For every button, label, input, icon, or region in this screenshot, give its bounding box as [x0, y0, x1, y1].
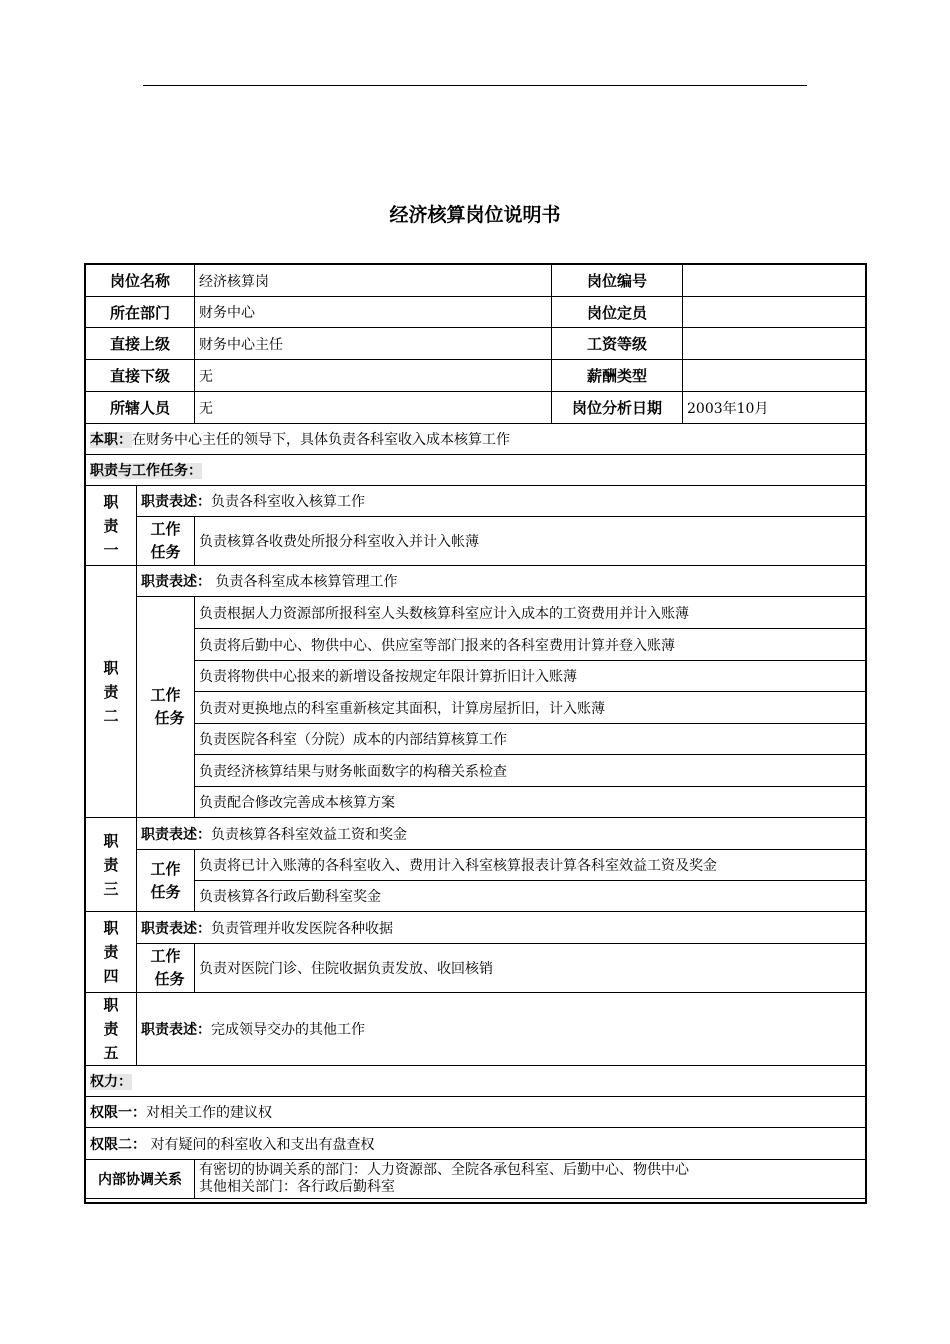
duty-2-task-5: 负责医院各科室（分院）成本的内部结算核算工作: [195, 724, 867, 755]
duty-2-task-4: 负责对更换地点的科室重新核定其面积，计算房屋折旧，计入账薄: [195, 692, 867, 724]
value-job-code: [683, 265, 867, 297]
duty-2-task-6: 负责经济核算结果与财务帐面数字的构稽关系检查: [195, 755, 867, 787]
label-staff: 所辖人员: [86, 392, 195, 424]
duty-1-label: 职 责 一: [86, 486, 137, 566]
duty-2-task-1: 负责根据人力资源部所报科室人头数核算科室应计入成本的工资费用并计入账薄: [195, 597, 867, 629]
value-job-name: 经济核算岗: [195, 265, 552, 297]
label-job-quota: 岗位定员: [552, 297, 683, 328]
duty-1-desc: 职责表述：负责各科室收入核算工作: [137, 486, 867, 517]
duty-2-task-2: 负责将后勤中心、物供中心、供应室等部门报来的各科室费用计算并登入账薄: [195, 629, 867, 661]
label-job-name: 岗位名称: [86, 265, 195, 297]
authority-2: 权限二： 对有疑问的科室收入和支出有盘查权: [86, 1128, 867, 1160]
duties-header-text: 职责与工作任务：: [90, 463, 202, 479]
value-pay-type: [683, 360, 867, 392]
label-analysis-date: 岗位分析日期: [552, 392, 683, 424]
value-department: 财务中心: [195, 297, 552, 328]
value-analysis-date: 2003年10月: [683, 392, 867, 424]
duty-2-desc: 职责表述： 负责各科室成本核算管理工作: [137, 566, 867, 597]
duty-3-task-label: 工作 任务: [137, 850, 195, 912]
label-department: 所在部门: [86, 297, 195, 328]
duties-header: [86, 455, 867, 486]
duty-1-task-label: 工作 任务: [137, 517, 195, 566]
document-title: 经济核算岗位说明书: [389, 204, 561, 226]
duty-5-desc: 职责表述：完成领导交办的其他工作: [137, 993, 867, 1066]
label-subordinate: 直接下级: [86, 360, 195, 392]
label-internal-relations: 内部协调关系: [86, 1160, 195, 1199]
value-superior: 财务中心主任: [195, 328, 552, 360]
duty-3-label: 职 责 三: [86, 818, 137, 912]
value-job-quota: [683, 297, 867, 328]
authority-header-text: 权力：: [90, 1074, 132, 1090]
duty-4-label: 职 责 四: [86, 912, 137, 993]
label-pay-type: 薪酬类型: [552, 360, 683, 392]
duty-3-task-1: 负责将已计入账薄的各科室收入、费用计入科室核算报表计算各科室效益工资及奖金: [195, 850, 867, 881]
duty-2-task-label: 工作 任务: [137, 597, 195, 818]
summary-row: [86, 424, 867, 455]
authority-header: [86, 1066, 867, 1097]
job-description-table: [85, 264, 867, 1199]
value-subordinate: 无: [195, 360, 552, 392]
duty-3-desc: 职责表述：负责核算各科室效益工资和奖金: [137, 818, 867, 850]
authority-1: 权限一：对相关工作的建议权: [86, 1097, 867, 1128]
duty-4-desc: 职责表述：负责管理并收发医院各种收据: [137, 912, 867, 944]
duty-3-task-2: 负责核算各行政后勤科室奖金: [195, 881, 867, 912]
value-salary-grade: [683, 328, 867, 360]
duty-2-label: 职 责 二: [86, 566, 137, 818]
duty-4-task-label: 工作 任务: [137, 944, 195, 993]
duty-2-task-7: 负责配合修改完善成本核算方案: [195, 787, 867, 818]
relations-content: [195, 1160, 867, 1199]
duty-4-task-1: 负责对医院门诊、住院收据负责发放、收回核销: [195, 944, 867, 993]
duty-5-label: 职 责 五: [86, 993, 137, 1066]
relations-close: 有密切的协调关系的部门：人力资源部、全院各承包科室、后勤中心、物供中心: [199, 1162, 690, 1178]
summary-label: 本职：: [90, 432, 132, 448]
relations-other: 其他相关部门：各行政后勤科室: [199, 1179, 396, 1195]
duty-1-task-1: 负责核算各收费处所报分科室收入并计入帐薄: [195, 517, 867, 566]
value-staff: 无: [195, 392, 552, 424]
header-rule: [143, 85, 807, 86]
label-superior: 直接上级: [86, 328, 195, 360]
label-job-code: 岗位编号: [552, 265, 683, 297]
duty-2-task-3: 负责将物供中心报来的新增设备按规定年限计算折旧计入账薄: [195, 661, 867, 692]
summary-text: 在财务中心主任的领导下，具体负责各科室收入成本核算工作: [132, 432, 510, 448]
label-salary-grade: 工资等级: [552, 328, 683, 360]
